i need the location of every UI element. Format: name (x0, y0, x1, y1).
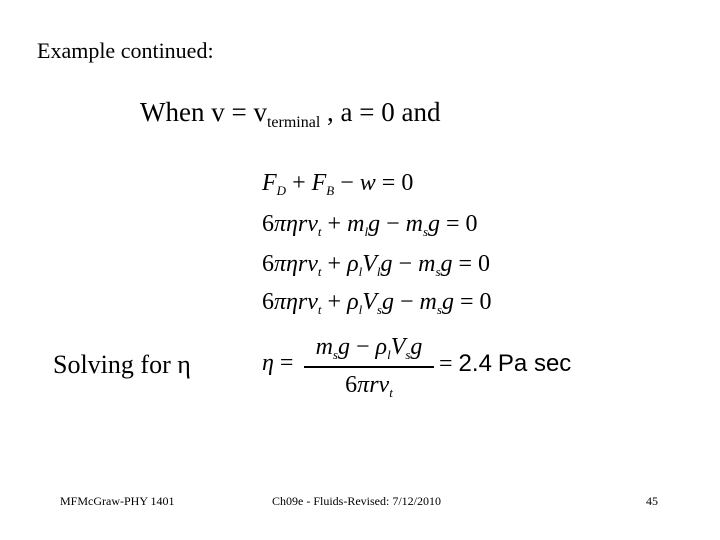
result-unit: Pa sec (497, 350, 572, 377)
fraction-numerator: $m_sg - \rho_lV_sg$ (315, 334, 423, 362)
condition-text-before: When v = v (140, 97, 267, 127)
equation-stokes-density-vl: $6\pi\eta rv_t + \rho_lV_lg - m_sg = 0$ (262, 251, 491, 279)
footer-page-number: 45 (646, 494, 658, 508)
condition-text-after: , a = 0 and (320, 97, 441, 127)
viscosity-result: = 2.4 Pa sec (439, 350, 572, 377)
fraction-bar (304, 366, 434, 368)
footer-course: MFMcGraw-PHY 1401 (60, 494, 175, 508)
equation-stokes-masses: $6\pi\eta rv_t + m_lg - m_sg = 0$ (262, 211, 478, 239)
result-value: 2.4 (458, 350, 492, 377)
condition-subscript: terminal (266, 114, 321, 131)
fraction-denominator: 6πrv$_t$ (345, 372, 393, 400)
slide-heading: Example continued: (37, 38, 214, 63)
solving-for-label: Solving for η (53, 350, 191, 379)
equation-stokes-density-vs: $6\pi\eta rv_t + \rho_lV_sg - m_sg = 0$ (262, 289, 492, 317)
terminal-velocity-condition (140, 97, 441, 131)
footer-chapter: Ch09e - Fluids-Revised: 7/12/2010 (272, 494, 441, 508)
equation-force-balance: $F_D + F_B - w = 0$ (262, 170, 414, 198)
viscosity-symbol: η = (262, 350, 294, 376)
